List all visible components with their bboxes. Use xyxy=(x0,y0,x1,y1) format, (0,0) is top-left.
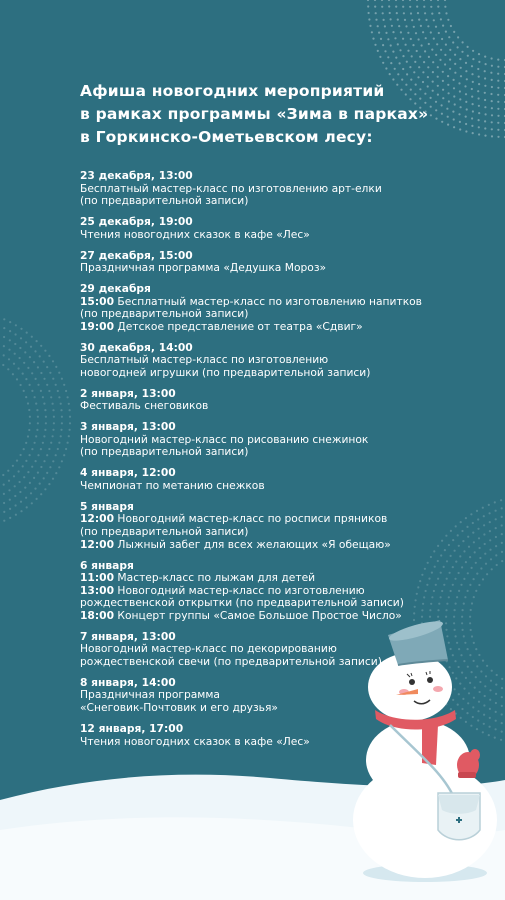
event-date: 23 декабря, 13:00 xyxy=(80,169,193,182)
event-text: Чтения новогодних сказок в кафе «Лес» xyxy=(80,227,310,241)
event-text: Новогодний мастер-класс по росписи пряников xyxy=(114,512,388,526)
event-text: (по предварительной записи) xyxy=(80,525,249,539)
event-text: Праздничная программа «Дедушка Мороз» xyxy=(80,261,327,275)
event-text: новогодней игрушки (по предварительной записи) xyxy=(80,365,371,379)
event-description-line xyxy=(80,400,480,413)
event-text: Новогодний мастер-класс по изготовлению xyxy=(114,583,365,597)
event-text: Бесплатный мастер-класс по изготовлению xyxy=(80,353,329,367)
event-time: 12:00 xyxy=(80,537,115,551)
event-item xyxy=(80,501,480,551)
event-time: 19:00 xyxy=(80,319,115,333)
event-item xyxy=(80,560,480,623)
event-item xyxy=(80,216,480,241)
event-item xyxy=(80,342,480,380)
event-date: 6 января xyxy=(80,558,134,572)
event-time: 12:00 xyxy=(80,512,115,526)
event-date: 2 января, 13:00 xyxy=(80,386,176,400)
event-text: (по предварительной записи) xyxy=(80,307,249,321)
event-description-line xyxy=(80,539,480,552)
event-text: рождественской свечи (по предварительной записи) xyxy=(80,654,382,668)
event-description-line xyxy=(80,367,480,380)
event-item xyxy=(80,467,480,492)
title-line: Афиша новогодних мероприятий xyxy=(80,82,385,100)
snowman-illustration xyxy=(330,615,505,885)
event-time: 11:00 xyxy=(80,571,115,585)
event-text: Мастер-класс по лыжам для детей xyxy=(114,571,316,585)
event-item xyxy=(80,388,480,413)
event-text: Праздничная программа xyxy=(80,688,220,702)
event-description-line xyxy=(80,229,480,242)
event-date: 27 декабря, 15:00 xyxy=(80,248,193,262)
title-line: в рамках программы «Зима в парках» xyxy=(80,105,429,123)
event-text: «Снеговик-Почтовик и его друзья» xyxy=(80,701,278,715)
event-time: 13:00 xyxy=(80,583,115,597)
event-date: 29 декабря xyxy=(80,282,151,296)
event-text: Бесплатный мастер-класс по изготовлению арт-елки xyxy=(80,181,382,195)
event-text: Лыжный забег для всех желающих «Я обещаю» xyxy=(114,537,391,551)
event-date: 8 января, 14:00 xyxy=(80,675,176,689)
event-text: (по предварительной записи) xyxy=(80,194,249,208)
event-item xyxy=(80,250,480,275)
event-date: 5 января xyxy=(80,499,134,513)
event-item xyxy=(80,283,480,333)
title-line: в Горкинско-Ометьевском лесу: xyxy=(80,128,373,146)
event-text: Концерт группы «Самое Большое Простое Число» xyxy=(114,608,402,622)
event-description-line xyxy=(80,195,480,208)
event-description-line xyxy=(80,446,480,459)
event-text: Чемпионат по метанию снежков xyxy=(80,478,265,492)
event-time: 18:00 xyxy=(80,608,115,622)
event-description-line xyxy=(80,321,480,334)
event-description-line xyxy=(80,480,480,493)
event-item xyxy=(80,170,480,208)
event-text: Чтения новогодних сказок в кафе «Лес» xyxy=(80,734,310,748)
event-text: Детское представление от театра «Сдвиг» xyxy=(114,319,363,333)
event-date: 4 января, 12:00 xyxy=(80,466,176,480)
event-description-line xyxy=(80,262,480,275)
event-text: Бесплатный мастер-класс по изготовлению напитков xyxy=(114,294,422,308)
event-text: рождественской открытки (по предварительной записи) xyxy=(80,596,404,610)
event-date: 25 декабря, 19:00 xyxy=(80,215,193,229)
event-date: 3 января, 13:00 xyxy=(80,420,176,434)
event-date: 7 января, 13:00 xyxy=(80,629,176,643)
event-text: Фестиваль снеговиков xyxy=(80,399,209,413)
event-item xyxy=(80,421,480,459)
event-text: Новогодний мастер-класс по рисованию снежинок xyxy=(80,432,369,446)
event-date: 12 января, 17:00 xyxy=(80,721,184,735)
poster-title xyxy=(80,80,480,149)
event-text: (по предварительной записи) xyxy=(80,445,249,459)
event-time: 15:00 xyxy=(80,294,115,308)
event-text: Новогодний мастер-класс по декорированию xyxy=(80,642,337,656)
event-date: 30 декабря, 14:00 xyxy=(80,340,193,354)
